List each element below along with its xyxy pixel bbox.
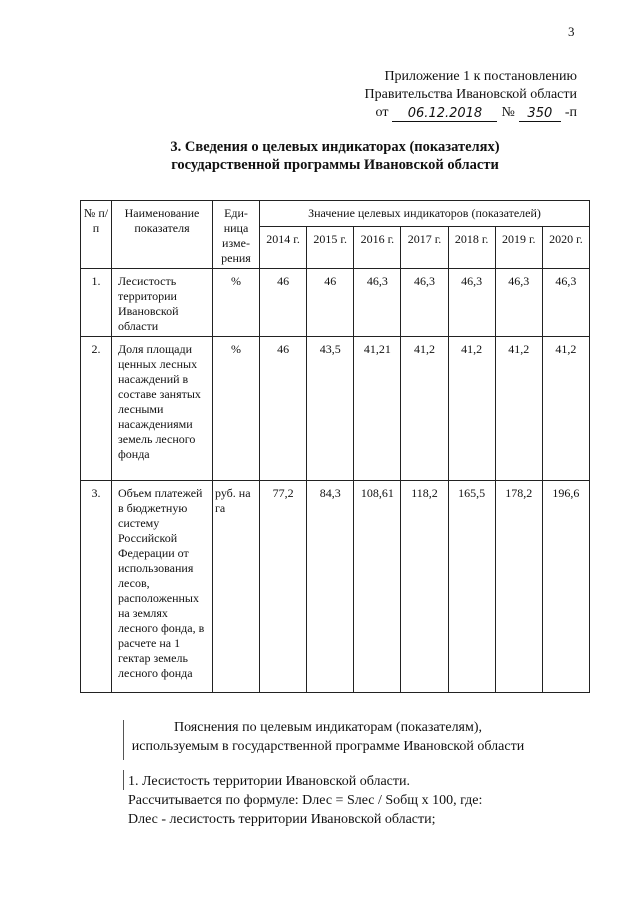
header-year: 2015 г. — [307, 227, 354, 269]
appendix-line2: Правительства Ивановской области — [364, 87, 577, 102]
header-year: 2014 г. — [260, 227, 307, 269]
header-values-group: Значение целевых индикаторов (показателей) — [260, 201, 590, 227]
value-cell: 41,2 — [448, 337, 495, 481]
unit-cell: % — [213, 337, 260, 481]
appendix-date-line — [257, 104, 577, 122]
value-cell: 46,3 — [448, 269, 495, 337]
value-cell: 46 — [260, 337, 307, 481]
unit-cell: руб. на га — [213, 481, 260, 693]
body-line2: Рассчитывается по формуле: Dлес = Sлес / Sобщ x 100, где: — [128, 793, 483, 808]
value-cell: 43,5 — [307, 337, 354, 481]
value-cell: 41,21 — [354, 337, 401, 481]
indicators-table — [80, 200, 590, 693]
number-sign: № — [501, 105, 515, 120]
value-cell: 46,3 — [495, 269, 542, 337]
handwritten-date: 06.12.2018 — [392, 106, 497, 122]
body-text — [128, 772, 588, 829]
body-line3: Dлес - лесистость территории Ивановской области; — [128, 812, 436, 827]
explanation-heading — [128, 718, 528, 756]
appendix-header — [257, 68, 577, 122]
value-cell: 165,5 — [448, 481, 495, 693]
value-cell: 118,2 — [401, 481, 448, 693]
value-cell: 77,2 — [260, 481, 307, 693]
value-cell: 46 — [260, 269, 307, 337]
table-row — [81, 481, 590, 693]
indicator-name: Доля площади ценных лесных насаждений в составе занятых лесными насаждениями земель лесного фонда — [112, 337, 213, 481]
value-cell: 46,3 — [354, 269, 401, 337]
indicator-name: Объем платежей в бюджетную систему Российской Федерации от использования лесов, расположенных на землях лесного фонда, в расчете на 1 гектар земель лесного фонда — [112, 481, 213, 693]
header-unit: Еди-ница изме-рения — [213, 201, 260, 269]
header-name: Наименование показателя — [112, 201, 213, 269]
row-number: 1. — [81, 269, 112, 337]
section-title-line1: 3. Сведения о целевых индикаторах (показателях) — [170, 139, 500, 155]
unit-cell: % — [213, 269, 260, 337]
row-number: 3. — [81, 481, 112, 693]
header-no: № п/п — [81, 201, 112, 269]
explanation-line1: Пояснения по целевым индикаторам (показателям), — [173, 720, 483, 735]
value-cell: 108,61 — [354, 481, 401, 693]
header-year: 2018 г. — [448, 227, 495, 269]
section-title-line2: государственной программы Ивановской области — [171, 157, 499, 173]
handwritten-number: 350 — [519, 106, 561, 122]
value-cell: 41,2 — [495, 337, 542, 481]
value-cell: 41,2 — [401, 337, 448, 481]
body-line1: 1. Лесистость территории Ивановской области. — [128, 774, 410, 789]
header-year: 2019 г. — [495, 227, 542, 269]
margin-mark — [123, 720, 124, 760]
value-cell: 84,3 — [307, 481, 354, 693]
value-cell: 46,3 — [401, 269, 448, 337]
table-row — [81, 337, 590, 481]
row-number: 2. — [81, 337, 112, 481]
section-title — [150, 138, 520, 174]
explanation-line2: используемым в государственной программе Ивановской области — [131, 739, 525, 754]
margin-mark — [123, 770, 124, 790]
header-year: 2016 г. — [354, 227, 401, 269]
appendix-line1: Приложение 1 к постановлению — [384, 69, 577, 84]
indicator-name: Лесистость территории Ивановской области — [112, 269, 213, 337]
value-cell: 196,6 — [542, 481, 589, 693]
page-number: 3 — [568, 24, 575, 39]
table-row — [81, 269, 590, 337]
from-label: от — [375, 105, 389, 120]
value-cell: 178,2 — [495, 481, 542, 693]
number-suffix: -п — [564, 105, 577, 120]
value-cell: 46,3 — [542, 269, 589, 337]
value-cell: 41,2 — [542, 337, 589, 481]
header-year: 2017 г. — [401, 227, 448, 269]
value-cell: 46 — [307, 269, 354, 337]
header-year: 2020 г. — [542, 227, 589, 269]
